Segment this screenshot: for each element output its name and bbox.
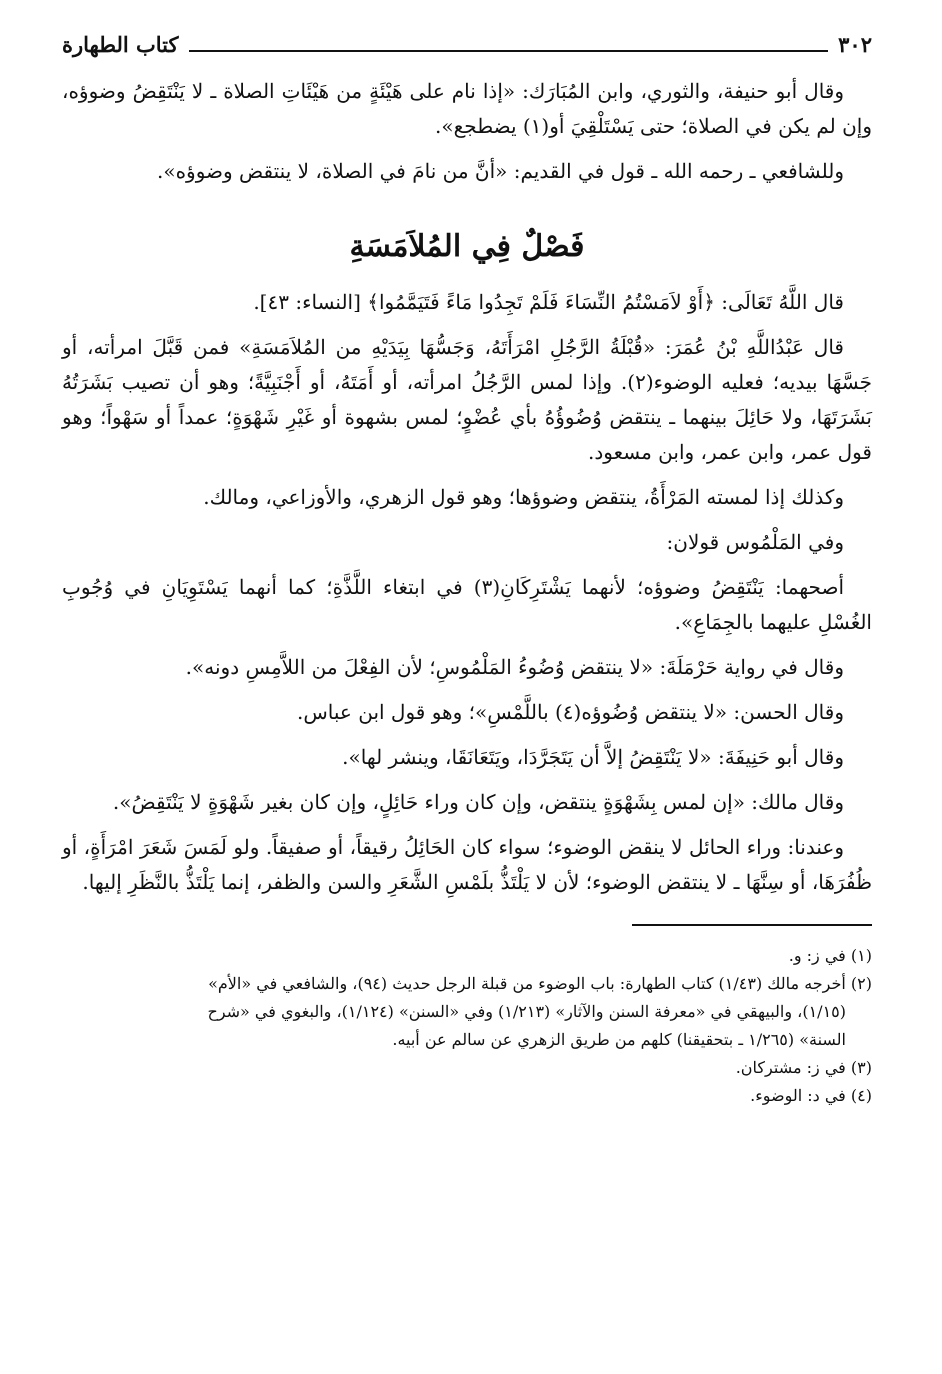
footnote-continuation: (١/١٥)، والبيهقي في «معرفة السنن والآثار» (١/٢١٣) وفي «السنن» (١/١٢٤)، والبغوي في «شرح bbox=[207, 1002, 846, 1021]
footnote-continuation: السنة» (١/٢٦٥ ـ بتحقيقنا) كلهم من طريق الزهري عن سالم عن أبيه. bbox=[392, 1030, 846, 1049]
section-heading: فَصْلٌ فِي المُلاَمَسَةِ bbox=[349, 229, 585, 264]
paragraph: قال اللَّهُ تَعَالَى: ﴿أَوْ لاَمَسْتُمُ النِّسَاءَ فَلَمْ تَجِدُوا مَاءً فَتَيَمَّمُوا﴾ [النساء: ٤٣]. bbox=[253, 290, 844, 314]
footnote: (٣) في ز: مشتركان. bbox=[735, 1058, 872, 1077]
page-number: ٣٠٢ bbox=[838, 31, 872, 57]
paragraph: وقال مالك: «إن لمس بِشَهْوَةٍ ينتقض، وإن كان وراء حَائِلٍ، وإن كان بغير شَهْوَةٍ لا يَنْتَقِضُ». bbox=[112, 790, 844, 814]
book-page bbox=[62, 28, 872, 1110]
paragraph: قال عَبْدُاللَّهِ بْنُ عُمَرَ: «قُبْلَةُ الرَّجُلِ امْرَأَتَهُ، وَجَسُّهَا بِيَدَيْهِ من المُلاَمَسَةِ» فمن قَبَّلَ امرأته، أو جَسَّهَا بيديه؛ فعليه الوضوء(٢). وإذا لمس الرَّجُلُ امرأته، أو أَمَتَهُ، أو أَجْنَبِيَّةً؛ وهو أن تصيب بَشَرَتُهُ بَشَرَتَهَا، ولا حَائِلَ بينهما ـ ينتقض وُضُوؤُهُ بأي عُضْوٍ؛ لمس بشهوة أو غَيْرِ شَهْوَةٍ؛ عمداً أو سَهْواً؛ وهو قول عمر، وابن عمر، وابن مسعود. bbox=[62, 335, 872, 464]
book-title: كتاب الطهارة bbox=[62, 31, 179, 57]
header-rule bbox=[189, 36, 829, 52]
footnote: (٤) في د: الوضوء. bbox=[750, 1086, 872, 1105]
paragraph: وقال الحسن: «لا ينتقض وُضُوؤه(٤) باللَّمْسِ»؛ وهو قول ابن عباس. bbox=[297, 700, 844, 724]
paragraph: وقال أبو حنيفة، والثوري، وابن المُبَارَك: «إذا نام على هَيْئَةٍ من هَيْئَاتِ الصلاة ـ لا يَنْتَقِضُ وضوؤه، وإن لم يكن في الصلاة؛ حتى يَسْتَلْقِيَ أو(١) يضطجع». bbox=[62, 79, 872, 138]
paragraph: وعندنا: وراء الحائل لا ينقض الوضوء؛ سواء كان الحَائِلُ رقيقاً، أو صفيقاً. ولو لَمَسَ شَعَرَ امْرَأَةٍ، أو ظُفُرَهَا، أو سِنَّهَا ـ لا ينتقض الوضوء؛ لأن لا يَلْتَذُّ بلَمْسِ الشَّعَرِ والسن والظفر، إنما يَلْتَذُّ بالنَّظَرِ إليها. bbox=[62, 835, 872, 894]
paragraph: وقال في رواية حَرْمَلَةَ: «لا ينتقض وُضُوءُ المَلْمُوسِ؛ لأن الفِعْلَ من اللاَّمِسِ دونه». bbox=[185, 655, 844, 679]
paragraph: وفي المَلْمُوس قولان: bbox=[666, 530, 844, 554]
footnotes bbox=[62, 942, 872, 1110]
paragraph: وكذلك إذا لمسته المَرْأَةُ، ينتقض وضوؤها؛ وهو قول الزهري، والأوزاعي، ومالك. bbox=[203, 485, 844, 509]
paragraph: وللشافعي ـ رحمه الله ـ قول في القديم: «أنَّ من نامَ في الصلاة، لا ينتقض وضوؤه». bbox=[156, 159, 844, 183]
footnote: (٢) أخرجه مالك (١/٤٣) كتاب الطهارة: باب الوضوء من قبلة الرجل حديث (٩٤)، والشافعي في «الأم» bbox=[208, 974, 872, 993]
running-header bbox=[62, 28, 872, 60]
paragraph: أصحهما: يَنْتَقِضُ وضوؤه؛ لأنهما يَشْتَرِكَانِ(٣) في ابتغاء اللَّذَّةِ؛ كما أنهما يَسْتَوِيَانِ في وُجُوبِ الغُسْلِ عليهما بالجِمَاعِ». bbox=[62, 575, 872, 634]
footnote: (١) في ز: و. bbox=[788, 946, 872, 965]
footnote-separator bbox=[632, 924, 872, 926]
paragraph: وقال أبو حَنِيفَةَ: «لا يَنْتَقِضُ إلاَّ أن يَتَجَرَّدَا، ويَتَعَانَقَا، وينشر لها». bbox=[342, 745, 844, 769]
